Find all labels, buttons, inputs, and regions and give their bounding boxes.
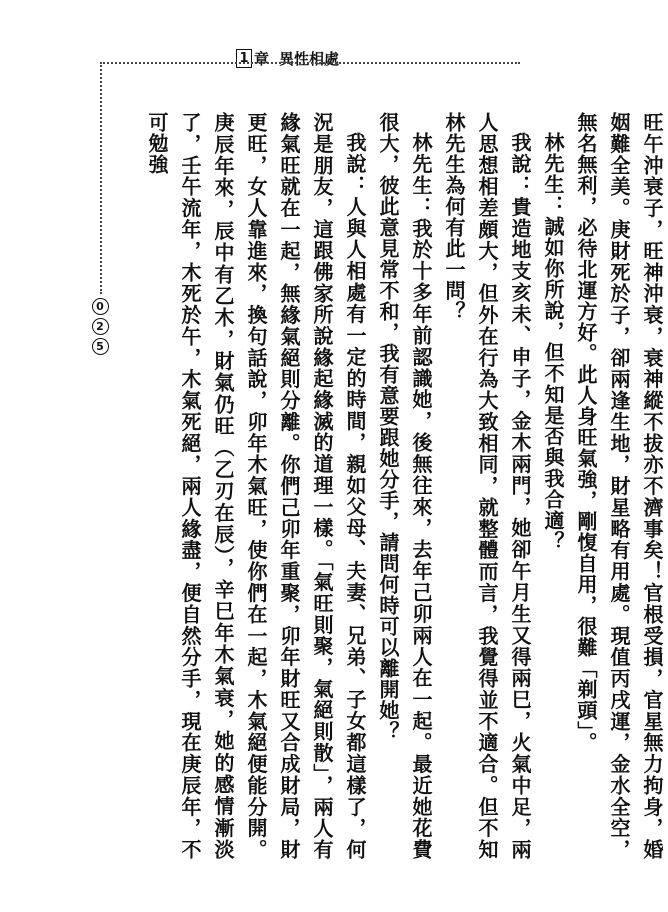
page-number-digit: 0 [92,298,109,315]
body-text [136,112,668,860]
page-number-digit: 2 [92,318,109,335]
paragraph: 我說：人與人相處有一定的時間，親如父母、夫妻、兄弟、子女都這樣了，何況是朋友，這跟佛家所說緣起緣滅的道理一樣。「氣旺則聚，氣絕則散」，兩人有緣氣旺就在一起，無緣氣絕則分離。你們己卯年重聚，卯年財旺又合成財局，財更旺，女人靠進來，換句話說，卯年木氣旺，使你們在一起，木氣絕便能分開。庚辰年來，辰中有乙木，財氣仍旺（乙刃在辰），辛巳年木氣衰，她的感情漸淡了，壬午流年，木死於午，木氣死絕，兩人緣盡，便自然分手，現在庚辰年，不可勉強 [145,112,367,860]
chapter-number: 1 [236,49,252,68]
paragraph: 林先生：誠如你所說，但不知是否與我合適？ [541,132,565,552]
page-number-digit: 5 [92,338,109,355]
running-header [236,48,339,69]
paragraph: 林先生：我於十多年前認識她，後無往來，去年己卯兩人在一起。最近她花費很大，彼此意見常不和，我有意要跟她分手，請問何時可以離開她？ [376,112,433,860]
paragraph: 旺午沖衰子，旺神沖衰，衰神縱不拔亦不濟事矣！官根受損，官星無力拘身，婚姻難全美。庚財死於子，卻兩逢生地，財星略有用處。現值丙戌運，金水全空，無名無利，必待北運方好。此人身旺氣強，剛愎自用，很難「剃頭」。 [574,112,664,860]
chain-ornament-left [100,62,102,294]
paragraph: 我說：貴造地支亥未、申子，金木兩門，她卻午月生又得兩巳，火氣中足，兩人思想相差頗大，但外在行為大致相同，就整體而言，我覺得並不適合。但不知林先生為何有此一問？ [442,112,532,860]
chain-ornament-top [100,62,520,64]
chapter-title: 異性相處 [279,50,340,68]
page-number [89,298,111,358]
chapter-word: 章 [254,50,270,68]
